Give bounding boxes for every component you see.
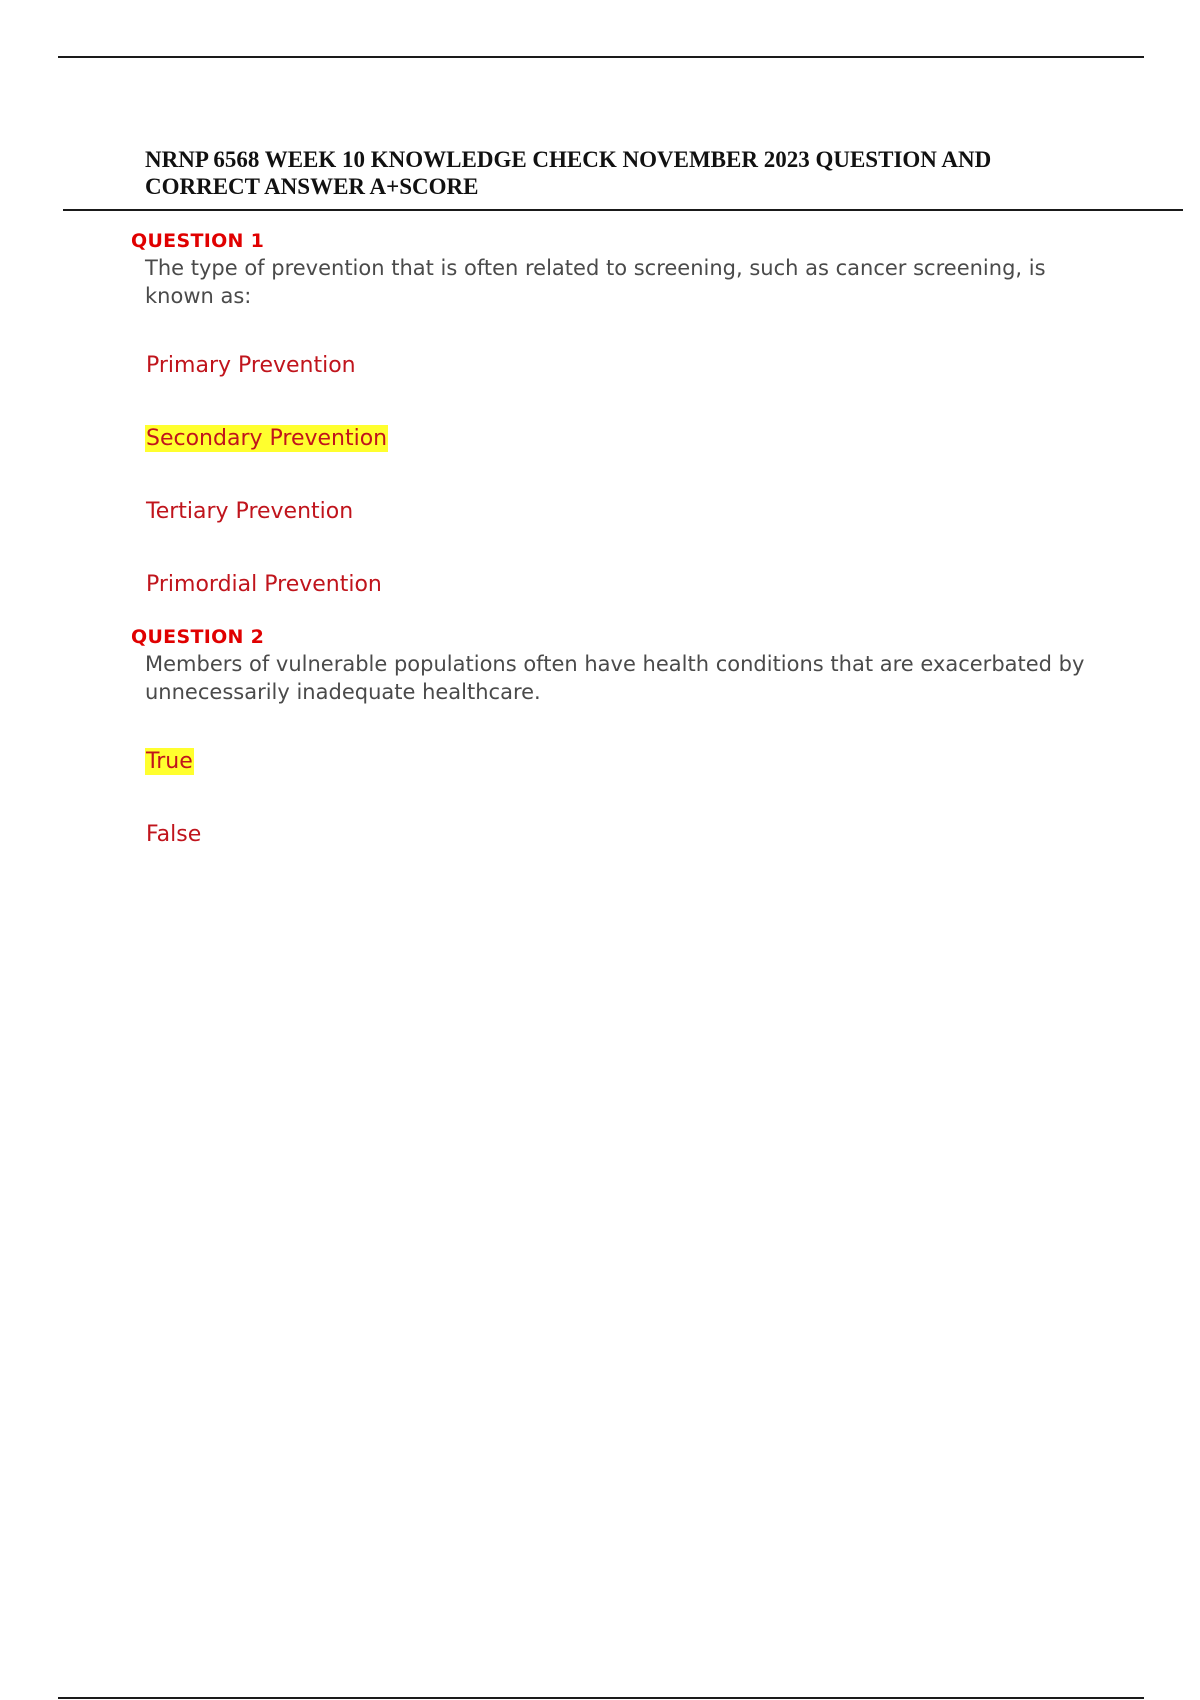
answer-option-label: Primordial Prevention xyxy=(146,572,382,597)
answer-options xyxy=(131,748,1111,849)
answer-option-correct xyxy=(145,748,1111,776)
answer-option xyxy=(145,821,1111,849)
question-1 xyxy=(131,228,1111,599)
title-divider xyxy=(63,209,1183,211)
footer-rule xyxy=(58,1697,1144,1699)
document-title: NRNP 6568 WEEK 10 KNOWLEDGE CHECK NOVEMBER 2023 QUESTION AND CORRECT ANSWER A+SCORE xyxy=(145,147,992,199)
question-number: QUESTION 1 xyxy=(131,230,265,252)
answer-options xyxy=(131,352,1111,599)
answer-option-label: Primary Prevention xyxy=(146,353,356,378)
answer-option-label: Tertiary Prevention xyxy=(146,499,354,524)
question-2 xyxy=(131,624,1111,849)
answer-option xyxy=(145,498,1111,526)
answer-option xyxy=(145,571,1111,599)
answer-option-label: True xyxy=(146,749,193,774)
answer-option-label: Secondary Prevention xyxy=(146,426,388,451)
header-rule xyxy=(58,56,1144,58)
answer-option xyxy=(145,352,1111,380)
question-text: The type of prevention that is often related to screening, such as cancer screening, is known as: xyxy=(145,256,1046,308)
question-number: QUESTION 2 xyxy=(131,626,265,648)
answer-option-label: False xyxy=(146,822,202,847)
answer-option-correct xyxy=(145,425,1111,453)
question-text: Members of vulnerable populations often have health conditions that are exacerbated by unnecessarily inadequate healthcare. xyxy=(145,652,1085,704)
